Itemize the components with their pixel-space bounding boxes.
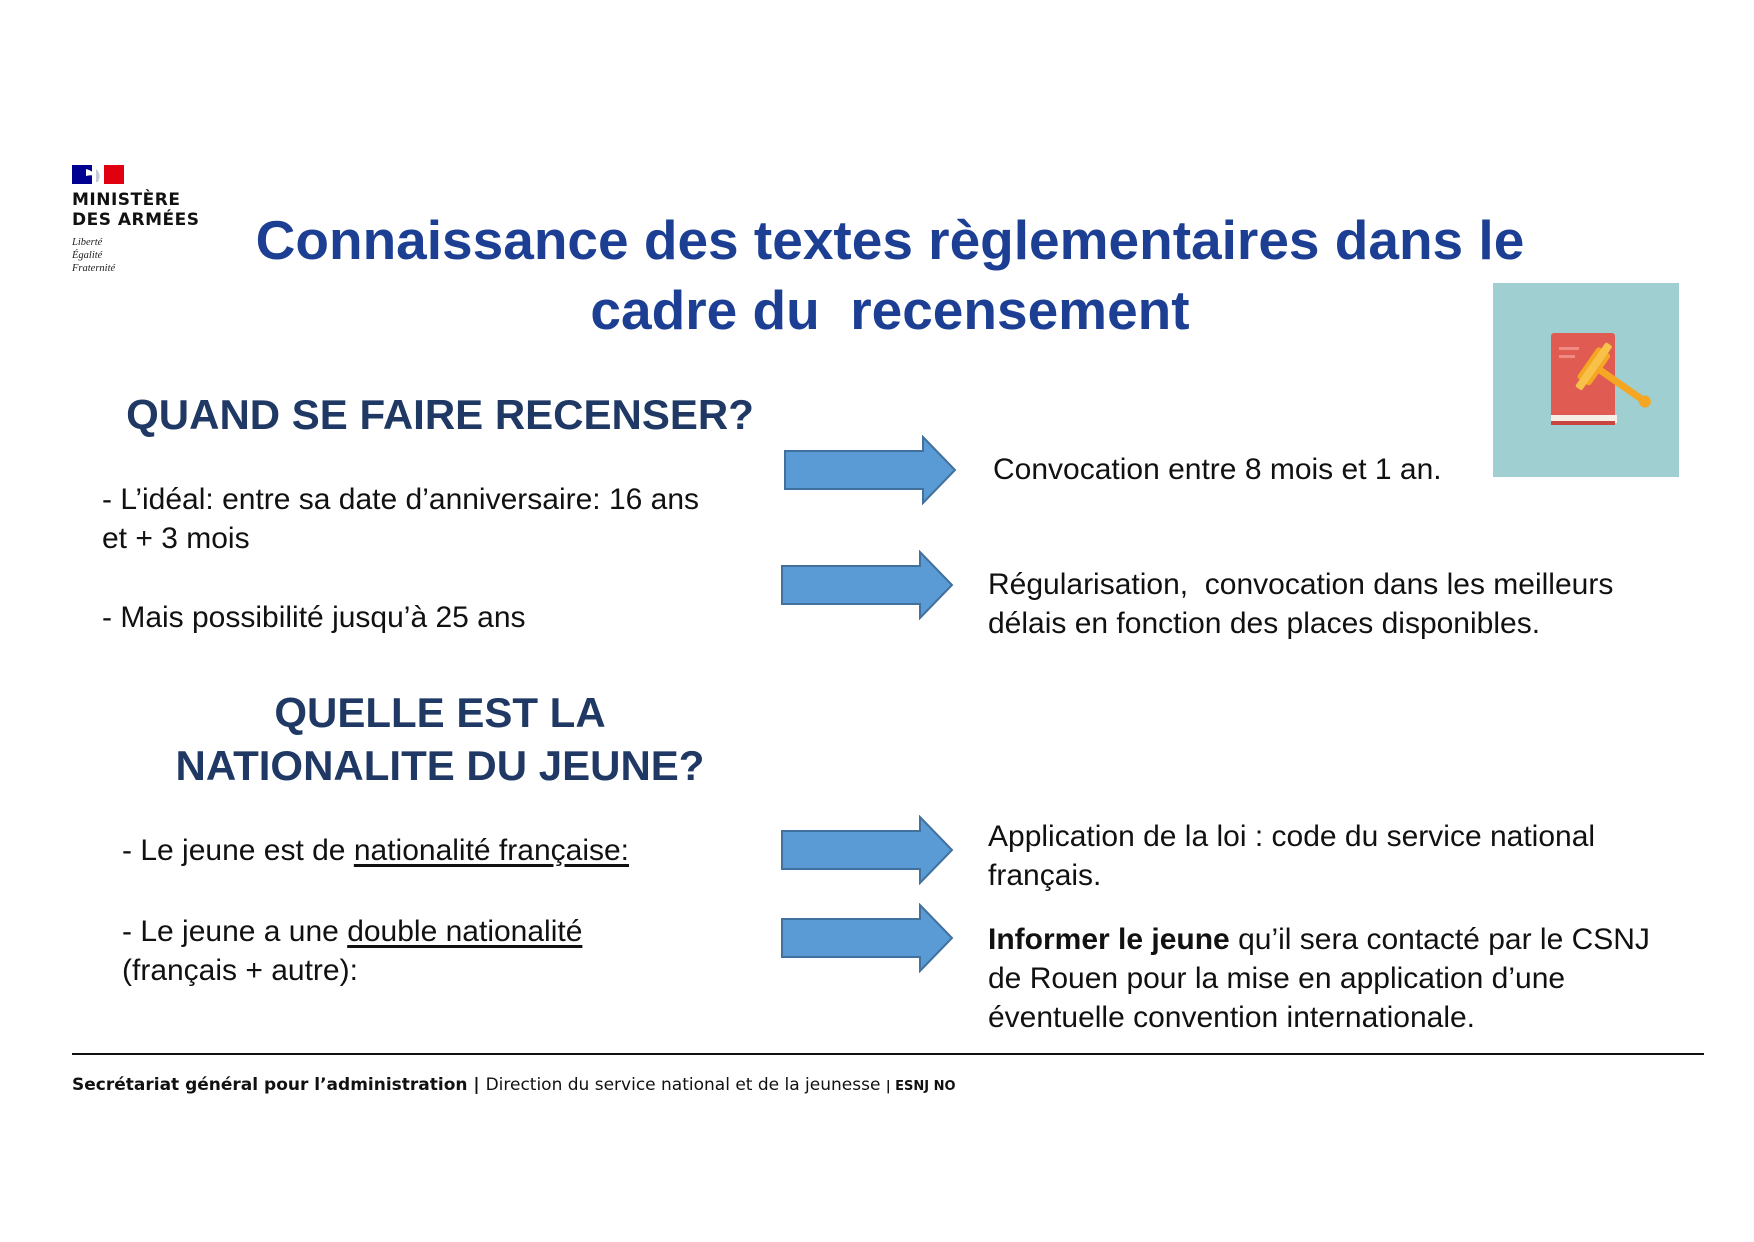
right-arrow-icon (783, 435, 957, 505)
section1-item-1-line-1: - L’idéal: entre sa date d’anniversaire: 16 ans (102, 483, 700, 516)
informer-jeune-bold: Informer le jeune (988, 923, 1230, 956)
result-informer-line-2: de Rouen pour la mise en application d’une (988, 962, 1566, 995)
section1-item-2: - Mais possibilité jusqu’à 25 ans (102, 601, 526, 634)
french-nationality-text: nationalité française: (353, 834, 629, 867)
footer-small: | ESNJ NO (885, 1079, 956, 1094)
section2-heading-line-1: QUELLE EST LA (274, 689, 606, 736)
section2-item-2 (122, 912, 582, 990)
section1-item-1 (102, 480, 699, 558)
logo-line-1: MINISTÈRE (72, 190, 181, 210)
result-application-line-1: Application de la loi : code du service national (988, 820, 1596, 853)
section-heading-nationality (95, 686, 785, 792)
logo-motto-3: Fraternité (72, 263, 116, 274)
informer-jeune-rest: qu’il sera contacté par le CSNJ (1229, 923, 1650, 956)
logo-motto-2: Égalité (72, 250, 103, 261)
page-title (180, 205, 1600, 345)
title-line-2: cadre du recensement (590, 279, 1190, 341)
marianne-flag-icon (72, 165, 124, 184)
section2-item-2-line-2: (français + autre): (122, 954, 358, 987)
section2-item-1 (122, 831, 629, 870)
result-informer-jeune (988, 920, 1650, 1037)
result-regularisation-line-2: délais en fonction des places disponibles. (988, 607, 1541, 640)
law-book-gavel-icon (1493, 283, 1679, 477)
footer-bold: Secrétariat général pour l’administration | (72, 1075, 486, 1095)
result-application-loi (988, 817, 1595, 895)
section1-item-1-line-2: et + 3 mois (102, 522, 250, 555)
logo-motto-1: Liberté (72, 237, 103, 248)
right-arrow-icon (780, 815, 954, 885)
title-line-1: Connaissance des textes règlementaires dans le (255, 209, 1525, 271)
section-heading-when: QUAND SE FAIRE RECENSER? (126, 391, 754, 438)
footer (72, 1075, 956, 1095)
result-regularisation-line-1: Régularisation, convocation dans les meilleurs (988, 568, 1614, 601)
result-application-line-2: français. (988, 859, 1102, 892)
ministry-logo (0, 0, 200, 280)
result-informer-line-3: éventuelle convention internationale. (988, 1001, 1476, 1034)
footer-regular: Direction du service national et de la jeunesse (485, 1075, 886, 1095)
right-arrow-icon (780, 550, 954, 620)
logo-line-2: DES ARMÉES (72, 210, 200, 230)
result-regularisation (988, 565, 1613, 643)
double-nationality-text: double nationalité (347, 915, 583, 948)
section2-heading-line-2: NATIONALITE DU JEUNE? (175, 742, 705, 789)
footer-divider (72, 1053, 1704, 1055)
result-convocation: Convocation entre 8 mois et 1 an. (993, 453, 1442, 486)
section2-item-2-prefix: - Le jeune a une (122, 915, 348, 948)
right-arrow-icon (780, 903, 954, 973)
section2-item-1-prefix: - Le jeune est de (122, 834, 354, 867)
